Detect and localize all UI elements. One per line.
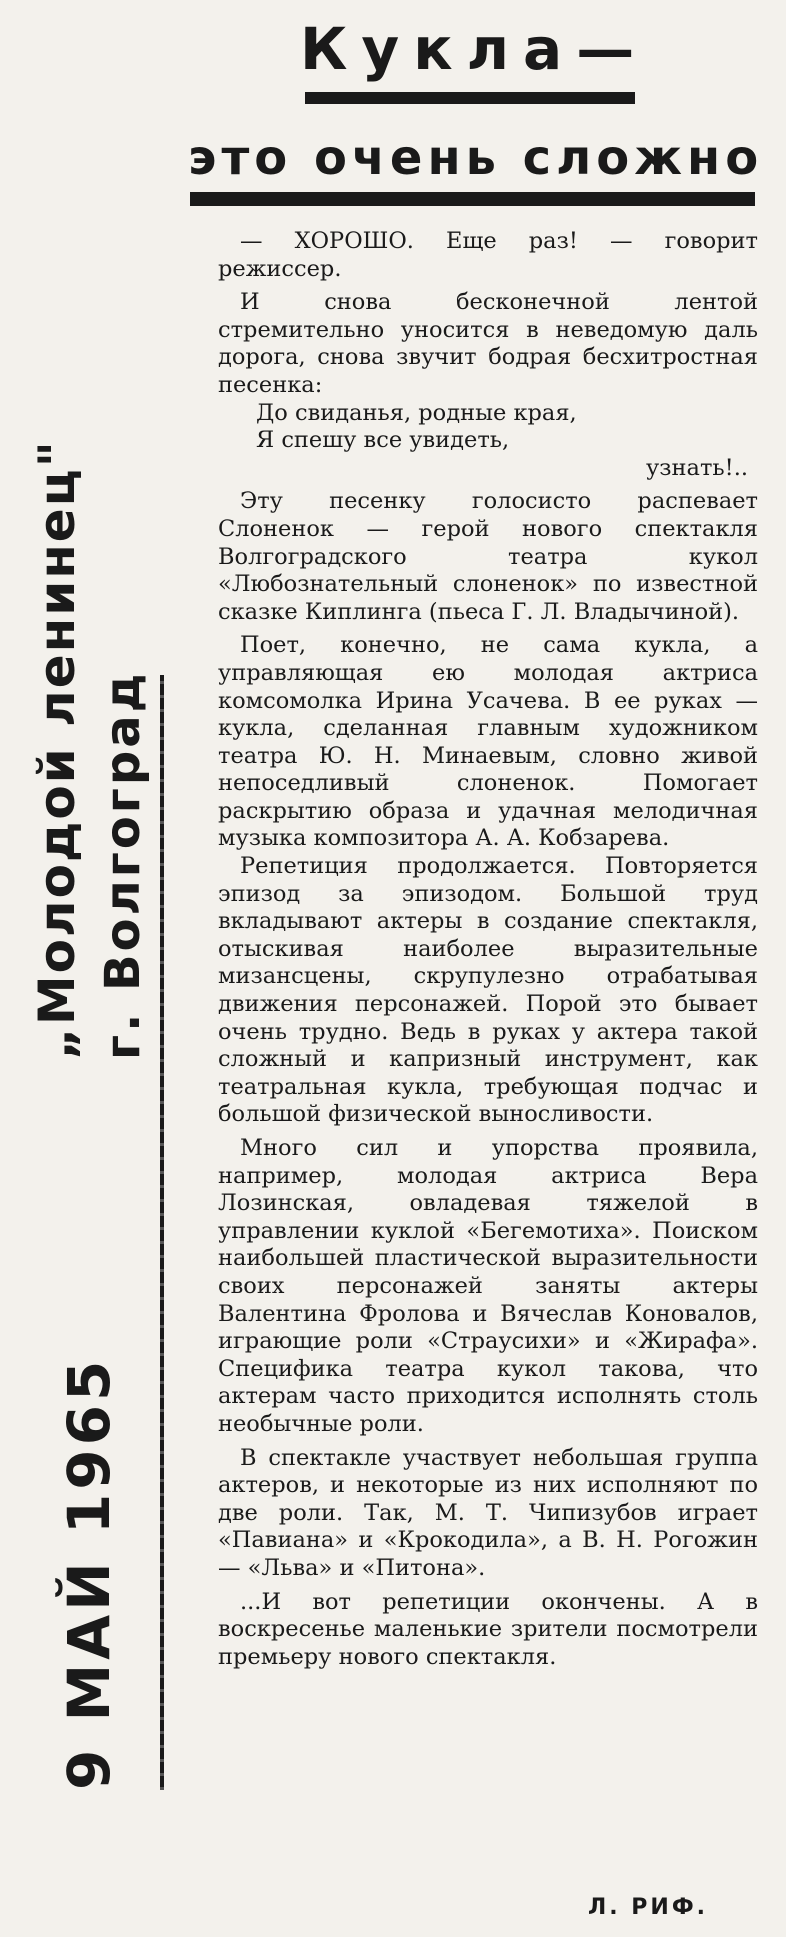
stamp-newspaper-name: „Молодой ленинец" (28, 439, 86, 1060)
headline-line-2: это очень сложно (188, 130, 764, 186)
headline-rule-bottom (190, 192, 755, 206)
headline-line-1: Кукла— (300, 15, 649, 83)
author-signature: Л. РИФ. (588, 1895, 708, 1920)
headline-rule-top (305, 92, 635, 104)
verse-line: До свиданья, родные края, (256, 399, 577, 426)
song-verse (218, 400, 758, 483)
stamp-date: 9 МАЙ 1965 (55, 1356, 123, 1790)
article-paragraph: Поет, конечно, не сама кукла, а управляющая ею молодая актриса комсомолка Ирина Усачева. В ее руках — кукла, сделанная главным художником театра Ю. Н. Минаевым, словно живой непоседливый слоненок. Помогает раскрытию образа и удачная мелодичная музыка композитора А. А. Кобзарева. (218, 632, 758, 852)
article-paragraph: — ХОРОШО. Еще раз! — говорит режиссер. (218, 228, 758, 282)
column-divider (160, 675, 164, 1790)
verse-line: Я спешу все увидеть, (256, 427, 510, 454)
verse-line: узнать!.. (646, 454, 748, 481)
article-body (218, 228, 758, 1671)
article-paragraph: Репетиция продолжается. Повторяется эпизод за эпизодом. Большой труд вкладывают актеры в создание спектакля, отыскивая наиболее выразительные мизансцены, скрупулезно отрабатывая движения персонажей. Порой это бывает очень трудно. Ведь в руках у актера такой сложный и капризный инструмент, как театральная кукла, требующая подчас и большой физической выносливости. (218, 853, 758, 1128)
article-paragraph: В спектакле участвует небольшая группа актеров, и некоторые из них исполняют по две роли. Так, М. Т. Чипизубов играет «Павиана» и «Крокодила», а В. Н. Рогожин — «Льва» и «Питона». (218, 1444, 758, 1581)
stamp-city: г. Волгоград (95, 670, 151, 1060)
article-paragraph: Эту песенку голосисто распевает Слоненок — герой нового спектакля Волгоградского театра кукол «Любознательный слоненок» по известной сказке Киплинга (пьеса Г. Л. Владычиной). (218, 488, 758, 625)
article-paragraph: Много сил и упорства проявила, например, молодая актриса Вера Лозинская, овладевая тяжелой в управлении куклой «Бегемотиха». Поиском наибольшей пластической выразительности своих персонажей заняты актеры Валентина Фролова и Вячеслав Коновалов, играющие роли «Страусихи» и «Жирафа». Специфика театра кукол такова, что актерам часто приходится исполнять столь необычные роли. (218, 1135, 758, 1437)
article-paragraph: И снова бесконечной лентой стремительно уносится в неведомую даль дорога, снова звучит бодрая бесхитростная песенка: (218, 289, 758, 398)
article-paragraph: ...И вот репетиции окончены. А в воскресенье маленькие зрители посмотрели премьеру нового спектакля. (218, 1588, 758, 1670)
